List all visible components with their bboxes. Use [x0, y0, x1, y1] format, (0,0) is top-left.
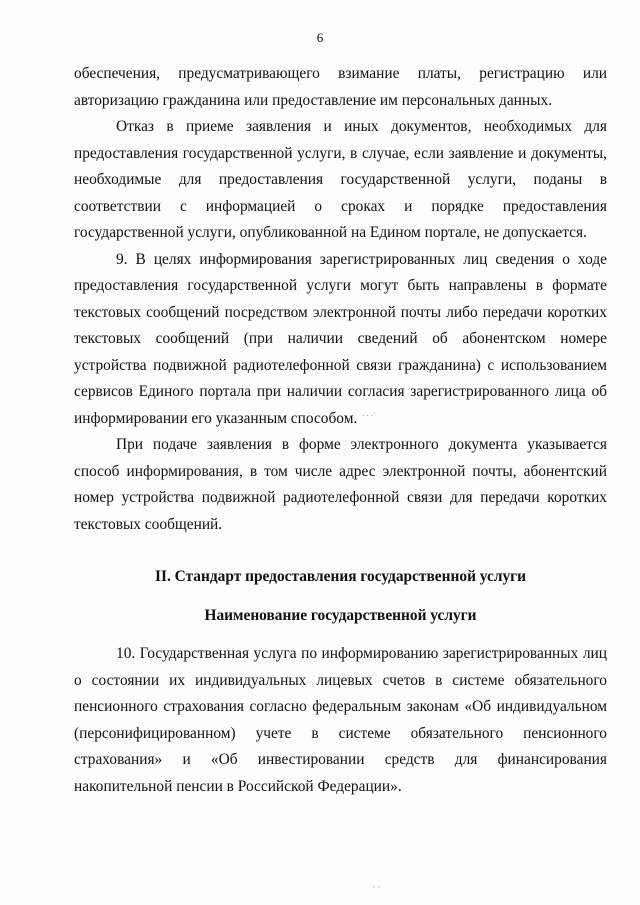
- subsection-heading: Наименование государственной услуги: [204, 606, 477, 624]
- document-body: [74, 61, 607, 800]
- paragraph-refusal: Отказ в приеме заявления и иных документов, необходимых для предоставления государственной услуги, в случае, если заявление и документы, необходимые для предоставления государственной услуги, поданы в соответствии с информацией о сроках и порядке предоставления государственной услуги, опубликованной на Едином портале, не допускается.: [74, 118, 607, 241]
- section-spacer: [74, 538, 607, 564]
- scan-artifact: . . .·: [362, 408, 377, 418]
- section-heading: II. Стандарт предоставления государственной услуги: [154, 568, 527, 585]
- heading-spacer: [74, 591, 607, 603]
- paragraph-item-9: 9. В целях информирования зарегистрированных лиц сведения о ходе предоставления государственной услуги могут быть направлены в формате текстовых сообщений посредством электронной почты либо передачи коротких текстовых сообщений (при наличии сведений об абонентском номере устройства подвижной радиотелефонной связи гражданина) с использованием сервисов Единого портала при наличии согласия зарегистрированного лица об информировании его указанным способом.: [74, 250, 607, 427]
- scan-artifact: · ·: [372, 882, 381, 892]
- heading-spacer: [74, 629, 607, 641]
- page-number: 6: [316, 30, 324, 45]
- paragraph-electronic-filing: При подаче заявления в форме электронного документа указывается способ информирования, в том числе адрес электронной почты, абонентский номер устройства подвижной радиотелефонной связи для передачи коротких текстовых сообщений.: [74, 436, 607, 533]
- paragraph-item-10: 10. Государственная услуга по информированию зарегистрированных лиц о состоянии их индивидуальных лицевых счетов в системе обязательного пенсионного страхования согласно федеральным законам «Об индивидуальном (персонифицированном) учете в системе обязательного пенсионного страхования» и «Об инвестировании средств для финансирования накопительной пенсии в Российской Федерации».: [74, 645, 607, 795]
- paragraph-continuation: обеспечения, предусматривающего взимание платы, регистрацию или авторизацию гражданина или предоставление им персональных данных.: [74, 65, 607, 109]
